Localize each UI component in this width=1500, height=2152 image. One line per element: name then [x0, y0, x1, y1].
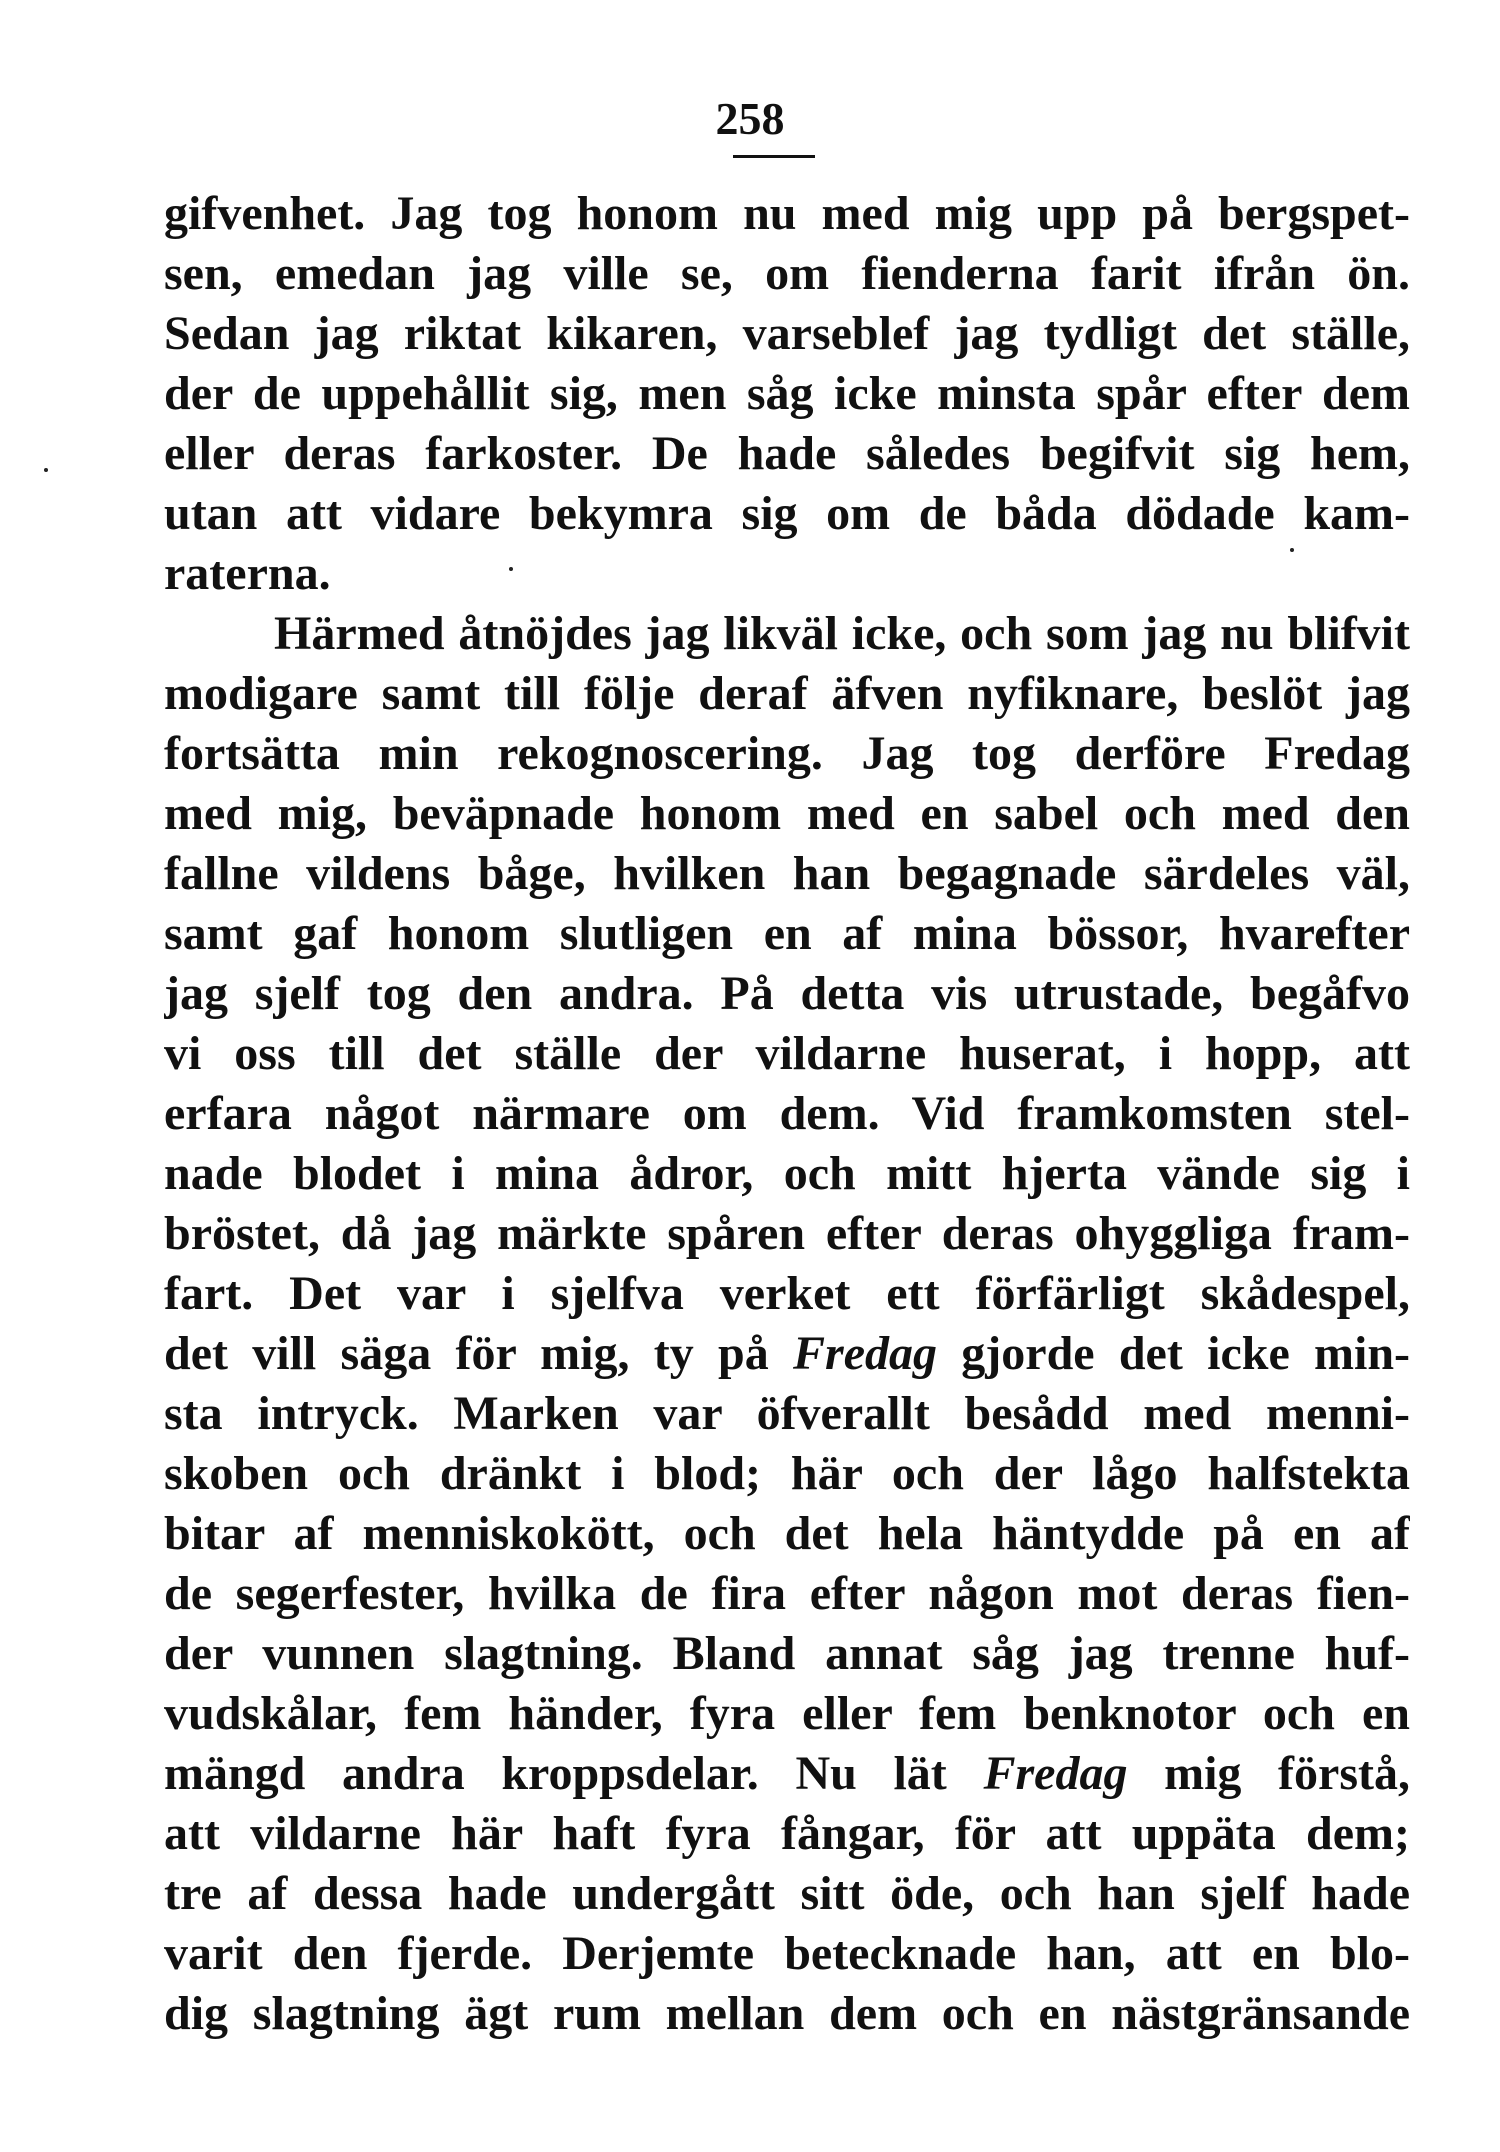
text-line: fortsätta min rekognoscering. Jag tog derföre Fredag	[164, 727, 1410, 780]
text-line: nade blodet i mina ådror, och mitt hjerta vände sig i	[164, 1147, 1410, 1200]
text-line: der vunnen slagtning. Bland annat såg jag trenne huf-	[164, 1627, 1410, 1680]
text-line: med mig, beväpnade honom med en sabel och med den	[164, 787, 1410, 840]
text-line: eller deras farkoster. De hade således begifvit sig hem,	[164, 427, 1410, 480]
text-line: samt gaf honom slutligen en af mina bössor, hvarefter	[164, 907, 1410, 960]
text-line: sen, emedan jag ville se, om fienderna farit ifrån ön.	[164, 247, 1410, 300]
text-line: fallne vildens båge, hvilken han begagnade särdeles väl,	[164, 847, 1410, 900]
italic-name: Fredag	[983, 1747, 1128, 1800]
text-line: erfara något närmare om dem. Vid framkomsten stel-	[164, 1087, 1410, 1140]
text-line: vi oss till det ställe der vildarne huserat, i hopp, att	[164, 1027, 1410, 1080]
text-line-indented: Härmed åtnöjdes jag likväl icke, och som jag nu blifvit	[274, 607, 1410, 660]
scan-speck	[1290, 548, 1294, 552]
text-line: der de uppehållit sig, men såg icke minsta spår efter dem	[164, 367, 1410, 420]
scan-speck	[509, 567, 513, 571]
text-line: fart. Det var i sjelfva verket ett förfärligt skådespel,	[164, 1267, 1410, 1320]
page-number-underline	[733, 155, 815, 158]
italic-name: Fredag	[793, 1327, 938, 1380]
text-line: gifvenhet. Jag tog honom nu med mig upp på bergspet-	[164, 187, 1410, 240]
text-line: bitar af menniskokött, och det hela häntydde på en af	[164, 1507, 1410, 1560]
text-line: utan att vidare bekymra sig om de båda dödade kam-	[164, 487, 1410, 540]
body-text	[164, 184, 1410, 2044]
text-line: sta intryck. Marken var öfverallt besådd med menni-	[164, 1387, 1410, 1440]
text-line: vudskålar, fem händer, fyra eller fem benknotor och en	[164, 1687, 1410, 1740]
text-line: de segerfester, hvilka de fira efter någon mot deras fien-	[164, 1567, 1410, 1620]
text-line: Sedan jag riktat kikaren, varseblef jag tydligt det ställe,	[164, 307, 1410, 360]
text-segment: det vill säga för mig, ty på	[164, 1327, 769, 1380]
text-line: varit den fjerde. Derjemte betecknade han, att en blo-	[164, 1927, 1410, 1980]
scan-speck	[44, 468, 48, 472]
text-segment: mängd andra kroppsdelar. Nu lät	[164, 1747, 947, 1800]
text-line: dig slagtning ägt rum mellan dem och en nästgränsande	[164, 1987, 1410, 2040]
text-segment: mig förstå,	[1164, 1747, 1410, 1800]
text-line: raterna.	[164, 547, 331, 600]
text-line-with-italic	[164, 1744, 1410, 1804]
text-line: bröstet, då jag märkte spåren efter deras ohyggliga fram-	[164, 1207, 1410, 1260]
text-line: att vildarne här haft fyra fångar, för att uppäta dem;	[164, 1807, 1410, 1860]
text-line: modigare samt till följe deraf äfven nyfiknare, beslöt jag	[164, 667, 1410, 720]
text-line: tre af dessa hade undergått sitt öde, och han sjelf hade	[164, 1867, 1410, 1920]
text-line: jag sjelf tog den andra. På detta vis utrustade, begåfvo	[164, 967, 1410, 1020]
text-line-with-italic	[164, 1324, 1410, 1384]
text-line: skoben och dränkt i blod; här och der lågo halfstekta	[164, 1447, 1410, 1500]
page-number: 258	[715, 93, 785, 144]
text-segment: gjorde det icke min-	[961, 1327, 1410, 1380]
